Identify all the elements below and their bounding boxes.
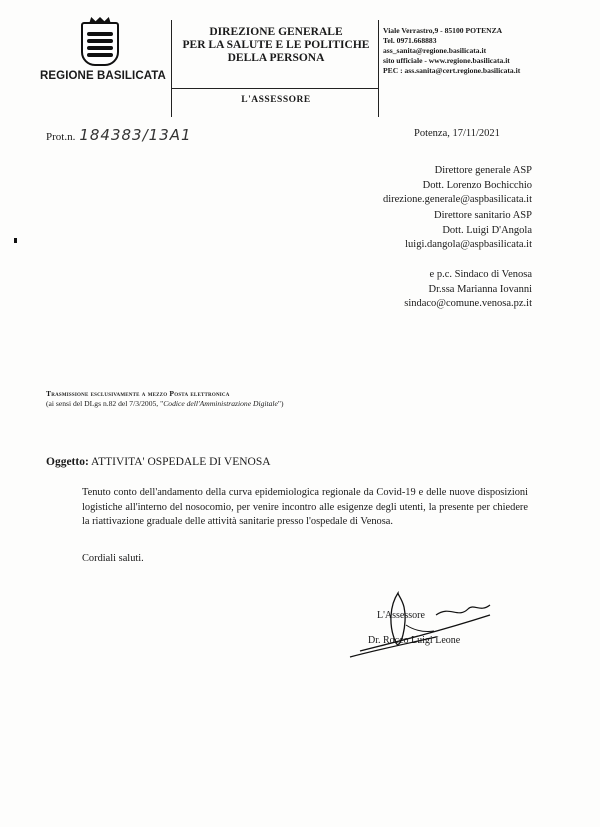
recipient-name: Dott. Luigi D'Angola [442,224,532,236]
logo-text: REGIONE BASILICATA [40,70,166,82]
recipient-email: luigi.dangola@aspbasilicata.it [405,239,532,250]
closing-greeting: Cordiali saluti. [82,553,144,564]
signature-name: Dr. Rocco Luigi Leone [368,635,461,646]
recipient-email: sindaco@comune.venosa.pz.it [404,298,532,309]
handwritten-signature-icon [340,585,500,665]
signature-title: L'Assessore [377,610,425,621]
recipient-role: e p.c. Sindaco di Venosa [429,269,532,280]
header-divider-middle [171,88,379,89]
transmission-note: Trasmissione esclusivamente a mezzo Posta elettronica (ai sensi del DLgs n.82 del 7/3/2005, "Codice dell'Amministrazione Digitale") [46,389,284,408]
contact-phone: Tel. 0971.668883 [383,36,437,45]
recipient-block [404,268,532,312]
protocol-handwritten-number: 184383/13A1 [79,126,192,144]
header-divider-right [378,20,379,117]
recipient-block [405,209,532,253]
contact-block [383,26,520,76]
header-divider-left [171,20,172,117]
office-label: L'ASSESSORE [241,95,311,105]
letter-body: Tenuto conto dell'andamento della curva epidemiologica regionale da Covid-19 e delle nuove disposizioni logistiche all'interno del nosocomio, per venire incontro alle esigenze degli utenti, la presente per chiedere la riattivazione graduale delle attività sanitarie presso l'ospedale di Venosa. [82,487,528,528]
recipient-name: Dott. Lorenzo Bochicchio [422,179,532,191]
department-title: DIREZIONE GENERALE PER LA SALUTE E LE POLITICHE DELLA PERSONA [182,26,370,64]
letter-date: Potenza, 17/11/2021 [414,128,500,139]
recipient-name: Dr.ssa Marianna Iovanni [428,283,532,295]
recipient-role: Direttore generale ASP [434,165,532,176]
recipient-block [383,164,532,208]
contact-pec[interactable]: PEC : ass.sanita@cert.regione.basilicata.it [383,66,521,75]
recipient-role: Direttore sanitario ASP [434,210,532,221]
protocol-number: Prot.n. 184383/13A1 [46,126,192,144]
region-coat-of-arms-icon [81,22,119,66]
contact-website[interactable]: sito ufficiale - www.regione.basilicata.it [383,56,510,65]
contact-address: Viale Verrastro,9 - 85100 POTENZA [383,26,503,35]
margin-mark [14,238,17,243]
contact-email[interactable]: ass_sanita@regione.basilicata.it [383,46,487,55]
subject-line: Oggetto: ATTIVITA' OSPEDALE DI VENOSA [46,456,271,468]
region-logo [40,22,166,82]
recipient-email: direzione.generale@aspbasilicata.it [382,194,532,205]
